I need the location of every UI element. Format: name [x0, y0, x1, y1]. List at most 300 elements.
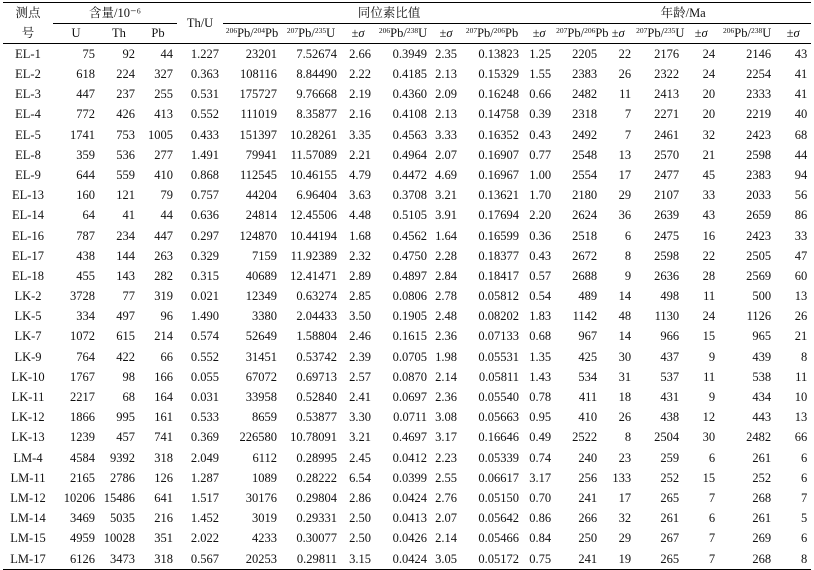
cell-ratio-206pb-238u: 0.3949 — [392, 46, 428, 61]
cell-pb: 318 — [154, 450, 174, 465]
cell-pb: 166 — [154, 369, 174, 384]
header-pb: Pb — [139, 24, 177, 44]
table-row — [3, 407, 811, 427]
cell-spot-id: LM-11 — [10, 470, 46, 485]
cell-age-206pb-238u: 2219 — [746, 107, 772, 122]
cell-age-207pb-235u-sigma: 11 — [703, 369, 716, 384]
cell-pb: 216 — [154, 511, 174, 526]
cell-pb: 161 — [154, 410, 174, 425]
cell-age-207pb-235u-sigma: 45 — [702, 167, 716, 182]
cell-pb: 214 — [154, 329, 174, 344]
cell-ratio-206pb-204pb: 124870 — [239, 228, 278, 243]
cell-ratio-206pb-238u-sigma: 2.76 — [435, 490, 458, 505]
cell-ratio-206pb-238u-sigma: 2.55 — [435, 470, 458, 485]
cell-age-207pb-235u-sigma: 16 — [702, 228, 716, 243]
cell-ratio-206pb-238u: 0.4897 — [392, 268, 428, 283]
cell-th: 5035 — [110, 511, 135, 526]
cell-spot-id: LK-5 — [14, 309, 42, 324]
cell-th-u: 0.552 — [190, 349, 220, 364]
cell-age-207pb-235u: 437 — [660, 349, 680, 364]
cell-ratio-207pb-235u-sigma: 2.46 — [349, 329, 372, 344]
cell-spot-id: LM-12 — [10, 490, 46, 505]
cell-age-207pb-235u: 265 — [660, 490, 680, 505]
cell-ratio-206pb-238u-sigma: 2.78 — [435, 289, 458, 304]
cell-pb: 641 — [154, 490, 174, 505]
cell-th: 41 — [122, 208, 135, 223]
cell-th-u: 0.433 — [190, 127, 220, 142]
cell-age-207pb-206pb-sigma: 26 — [618, 67, 632, 82]
cell-ratio-207pb-206pb: 0.05466 — [478, 531, 520, 546]
cell-age-207pb-206pb-sigma: 11 — [619, 87, 632, 102]
cell-ratio-207pb-206pb: 0.17694 — [478, 208, 520, 223]
cell-spot-id: EL-2 — [15, 67, 41, 82]
cell-u: 4584 — [70, 450, 95, 465]
cell-ratio-207pb-235u: 0.53742 — [296, 349, 338, 364]
table-row — [3, 44, 811, 65]
cell-u: 3728 — [70, 289, 95, 304]
cell-u: 6126 — [53, 549, 99, 570]
cell-age-206pb-238u-sigma: 86 — [794, 208, 808, 223]
cell-age-207pb-235u-sigma: 6 — [708, 511, 716, 526]
cell-th-u: 1.517 — [190, 490, 220, 505]
cell-age-206pb-238u-sigma: 94 — [794, 167, 808, 182]
cell-pb: 277 — [154, 147, 174, 162]
cell-u: 334 — [76, 309, 95, 324]
cell-ratio-207pb-206pb-sigma: 1.43 — [529, 369, 552, 384]
cell-age-207pb-235u-sigma: 24 — [702, 67, 716, 82]
cell-ratio-207pb-206pb: 0.18377 — [478, 248, 520, 263]
cell-age-207pb-206pb-sigma: 30 — [618, 349, 632, 364]
cell-ratio-206pb-238u-sigma: 2.23 — [435, 450, 458, 465]
cell-age-206pb-238u: 2659 — [746, 208, 772, 223]
cell-ratio-207pb-206pb: 0.15329 — [478, 67, 520, 82]
cell-ratio-206pb-204pb: 33958 — [245, 390, 278, 405]
cell-th-u: 1.287 — [190, 470, 220, 485]
cell-ratio-207pb-206pb-sigma: 0.43 — [529, 248, 552, 263]
cell-age-207pb-206pb-sigma: 32 — [618, 511, 632, 526]
cell-ratio-206pb-204pb: 151397 — [239, 127, 278, 142]
cell-ratio-207pb-206pb-sigma: 0.39 — [529, 107, 552, 122]
cell-ratio-206pb-204pb: 79941 — [245, 147, 278, 162]
cell-ratio-207pb-206pb: 0.18417 — [478, 268, 520, 283]
cell-ratio-207pb-235u: 12.41471 — [290, 268, 338, 283]
cell-u: 644 — [76, 167, 95, 182]
cell-pb: 66 — [160, 349, 174, 364]
cell-age-207pb-235u-sigma: 6 — [708, 450, 716, 465]
cell-ratio-207pb-235u-sigma: 3.35 — [349, 127, 372, 142]
cell-u: 438 — [76, 248, 95, 263]
cell-th: 615 — [116, 329, 135, 344]
cell-age-207pb-235u: 431 — [660, 390, 680, 405]
cell-spot-id: LK-10 — [11, 369, 45, 384]
cell-ratio-206pb-238u: 0.1905 — [392, 309, 428, 324]
table-row — [3, 306, 811, 326]
cell-ratio-207pb-206pb: 0.14758 — [478, 107, 520, 122]
cell-ratio-206pb-204pb: 12349 — [245, 289, 278, 304]
cell-th: 753 — [116, 127, 135, 142]
cell-age-207pb-235u-sigma: 9 — [708, 390, 716, 405]
cell-age-207pb-235u: 2271 — [654, 107, 680, 122]
header-age-206pb-238u-sigma: ±σ — [775, 24, 811, 44]
cell-age-207pb-206pb: 2672 — [572, 248, 598, 263]
cell-spot-id: LK-9 — [14, 349, 42, 364]
cell-age-206pb-238u: 268 — [752, 490, 772, 505]
cell-spot-id: LM-14 — [10, 511, 46, 526]
cell-age-207pb-235u: 2477 — [654, 167, 680, 182]
header-age-207pb-206pb: $^{207}$Pb/$^{206}$Pb — [555, 24, 601, 44]
cell-ratio-207pb-235u-sigma: 2.22 — [349, 67, 372, 82]
cell-age-207pb-235u-sigma: 7 — [708, 531, 716, 546]
cell-age-206pb-238u-sigma: 11 — [795, 369, 808, 384]
cell-age-207pb-235u: 537 — [660, 369, 680, 384]
cell-age-207pb-235u-sigma: 24 — [702, 46, 716, 61]
cell-ratio-207pb-235u: 7.52674 — [296, 46, 338, 61]
cell-ratio-206pb-238u: 0.0806 — [392, 289, 428, 304]
cell-age-207pb-206pb-sigma: 14 — [618, 329, 632, 344]
cell-ratio-206pb-204pb: 8659 — [252, 410, 278, 425]
cell-ratio-207pb-206pb: 0.16599 — [478, 228, 520, 243]
header-content-group: 含量/10⁻⁶ — [53, 3, 177, 24]
header-age-207pb-235u-sigma: ±σ — [683, 24, 719, 44]
cell-u: 1767 — [70, 369, 95, 384]
cell-ratio-206pb-238u: 0.4472 — [392, 167, 428, 182]
cell-ratio-206pb-238u-sigma: 2.07 — [435, 147, 458, 162]
cell-age-207pb-235u: 252 — [660, 470, 680, 485]
cell-age-207pb-206pb-sigma: 26 — [618, 410, 632, 425]
table-row — [3, 105, 811, 125]
cell-ratio-207pb-206pb: 0.13823 — [478, 46, 520, 61]
cell-ratio-207pb-206pb-sigma: 0.66 — [529, 87, 552, 102]
cell-ratio-206pb-238u: 0.0424 — [392, 490, 428, 505]
cell-ratio-206pb-238u: 0.0399 — [392, 470, 428, 485]
header-ratio-206pb-204pb: $^{206}$Pb/$^{204}$Pb — [223, 24, 281, 44]
cell-ratio-207pb-235u-sigma: 2.66 — [349, 46, 372, 61]
cell-th: 15486 — [103, 490, 135, 505]
cell-ratio-206pb-238u-sigma: 3.21 — [435, 188, 458, 203]
cell-pb: 44 — [160, 46, 174, 61]
cell-ratio-207pb-206pb-sigma: 0.84 — [529, 531, 552, 546]
cell-age-207pb-235u-sigma: 43 — [702, 208, 716, 223]
cell-ratio-206pb-204pb: 23201 — [245, 46, 278, 61]
cell-ratio-207pb-235u-sigma: 2.16 — [349, 107, 372, 122]
cell-age-207pb-235u: 438 — [660, 410, 680, 425]
cell-ratio-207pb-206pb: 0.05812 — [478, 289, 520, 304]
cell-pb: 447 — [154, 228, 174, 243]
cell-u: 3469 — [70, 511, 95, 526]
cell-ratio-207pb-206pb-sigma: 0.95 — [529, 410, 552, 425]
cell-th: 2786 — [110, 470, 135, 485]
cell-th: 92 — [122, 46, 135, 61]
table-row — [3, 347, 811, 367]
cell-th: 234 — [116, 228, 135, 243]
cell-th: 143 — [116, 268, 135, 283]
table-row — [3, 387, 811, 407]
cell-age-206pb-238u: 268 — [719, 549, 775, 570]
cell-age-207pb-206pb: 967 — [578, 329, 598, 344]
header-age-207pb-235u: $^{207}$Pb/$^{235}$U — [635, 24, 683, 44]
cell-ratio-207pb-235u: 2.04433 — [296, 309, 338, 324]
cell-age-207pb-206pb-sigma: 17 — [618, 490, 632, 505]
cell-age-207pb-235u-sigma: 21 — [702, 147, 716, 162]
cell-pb: 44 — [160, 208, 174, 223]
cell-ratio-206pb-238u: 0.4750 — [392, 248, 428, 263]
cell-ratio-206pb-238u-sigma: 2.84 — [435, 268, 458, 283]
table-body — [3, 44, 811, 570]
cell-age-206pb-238u: 1126 — [746, 309, 772, 324]
cell-ratio-207pb-235u-sigma: 4.48 — [349, 208, 372, 223]
cell-ratio-207pb-206pb: 0.05663 — [478, 410, 520, 425]
cell-ratio-207pb-235u: 0.52840 — [296, 390, 338, 405]
cell-ratio-207pb-206pb-sigma: 0.75 — [523, 549, 555, 570]
cell-ratio-207pb-206pb: 0.05540 — [478, 390, 520, 405]
cell-age-207pb-206pb-sigma: 7 — [624, 127, 632, 142]
cell-age-207pb-235u-sigma: 12 — [702, 410, 716, 425]
cell-pb: 282 — [154, 268, 174, 283]
cell-ratio-206pb-238u-sigma: 3.17 — [435, 430, 458, 445]
cell-u: 447 — [76, 87, 95, 102]
cell-spot-id: EL-5 — [15, 127, 41, 142]
cell-pb: 126 — [154, 470, 174, 485]
cell-spot-id: LK-12 — [11, 410, 45, 425]
cell-ratio-207pb-235u-sigma: 1.68 — [349, 228, 372, 243]
cell-age-207pb-235u: 2598 — [654, 248, 680, 263]
cell-ratio-207pb-206pb-sigma: 1.55 — [529, 67, 552, 82]
cell-ratio-207pb-206pb-sigma: 1.35 — [529, 349, 552, 364]
header-age-207pb-206pb-sigma: ±σ — [601, 24, 635, 44]
cell-u: 4959 — [70, 531, 95, 546]
cell-ratio-207pb-235u: 10.28261 — [290, 127, 338, 142]
cell-ratio-206pb-238u: 0.0711 — [393, 410, 428, 425]
cell-age-207pb-206pb: 2482 — [572, 87, 598, 102]
cell-ratio-207pb-235u: 12.45506 — [290, 208, 338, 223]
cell-ratio-206pb-238u: 0.0705 — [392, 349, 428, 364]
cell-ratio-206pb-238u-sigma: 2.35 — [435, 46, 458, 61]
cell-ratio-206pb-204pb: 44204 — [245, 188, 278, 203]
cell-ratio-207pb-235u-sigma: 2.50 — [349, 511, 372, 526]
cell-ratio-207pb-206pb-sigma: 0.86 — [529, 511, 552, 526]
cell-age-206pb-238u: 439 — [752, 349, 772, 364]
cell-ratio-206pb-204pb: 175727 — [239, 87, 278, 102]
cell-age-207pb-235u: 2570 — [654, 147, 680, 162]
cell-spot-id: LK-13 — [11, 430, 45, 445]
cell-ratio-206pb-204pb: 7159 — [252, 248, 278, 263]
cell-age-207pb-206pb: 410 — [578, 410, 598, 425]
cell-th-u: 1.490 — [190, 309, 220, 324]
cell-age-207pb-235u-sigma: 15 — [702, 470, 716, 485]
cell-age-207pb-206pb: 2318 — [572, 107, 598, 122]
cell-age-207pb-206pb-sigma: 6 — [624, 228, 632, 243]
cell-ratio-207pb-206pb: 0.05339 — [478, 450, 520, 465]
cell-u: 64 — [82, 208, 95, 223]
cell-age-207pb-206pb-sigma: 31 — [618, 369, 632, 384]
cell-ratio-207pb-206pb-sigma: 2.20 — [529, 208, 552, 223]
cell-u: 618 — [76, 67, 95, 82]
cell-ratio-206pb-204pb: 111019 — [240, 107, 278, 122]
cell-ratio-207pb-206pb-sigma: 0.74 — [529, 450, 552, 465]
cell-age-207pb-206pb-sigma: 14 — [618, 289, 632, 304]
cell-th-u: 0.363 — [190, 67, 220, 82]
cell-ratio-206pb-238u-sigma: 3.91 — [435, 208, 458, 223]
cell-ratio-207pb-206pb-sigma: 3.17 — [529, 470, 552, 485]
table-row — [3, 206, 811, 226]
cell-ratio-206pb-238u-sigma: 2.14 — [435, 369, 458, 384]
cell-ratio-207pb-235u: 6.96404 — [296, 188, 338, 203]
cell-age-207pb-206pb: 2205 — [572, 46, 598, 61]
cell-age-207pb-206pb-sigma: 8 — [624, 430, 632, 445]
cell-age-206pb-238u: 2423 — [746, 228, 772, 243]
cell-ratio-207pb-235u-sigma: 2.57 — [349, 369, 372, 384]
cell-th: 121 — [116, 188, 135, 203]
table-row — [3, 508, 811, 528]
header-th: Th — [99, 24, 139, 44]
cell-th-u: 1.491 — [190, 147, 220, 162]
cell-ratio-207pb-206pb-sigma: 1.70 — [529, 188, 552, 203]
cell-ratio-206pb-238u-sigma: 3.08 — [435, 410, 458, 425]
cell-ratio-207pb-235u: 10.78091 — [290, 430, 338, 445]
cell-age-207pb-235u-sigma: 9 — [708, 349, 716, 364]
cell-age-207pb-235u-sigma: 11 — [703, 289, 716, 304]
cell-age-206pb-238u-sigma: 43 — [794, 46, 808, 61]
cell-ratio-206pb-204pb: 3019 — [252, 511, 278, 526]
cell-th: 536 — [116, 147, 135, 162]
cell-age-206pb-238u-sigma: 6 — [800, 531, 808, 546]
cell-ratio-207pb-235u: 0.29331 — [296, 511, 338, 526]
cell-age-206pb-238u-sigma: 40 — [794, 107, 808, 122]
cell-ratio-206pb-204pb: 40689 — [245, 268, 278, 283]
cell-age-207pb-206pb: 241 — [578, 490, 598, 505]
cell-ratio-207pb-235u-sigma: 4.79 — [349, 167, 372, 182]
cell-ratio-207pb-235u-sigma: 3.30 — [349, 410, 372, 425]
cell-age-207pb-206pb-sigma: 9 — [624, 268, 632, 283]
cell-ratio-206pb-238u-sigma: 1.64 — [435, 228, 458, 243]
cell-age-207pb-235u-sigma: 32 — [702, 127, 716, 142]
cell-age-207pb-206pb-sigma: 19 — [601, 549, 635, 570]
cell-age-207pb-206pb-sigma: 17 — [618, 167, 632, 182]
cell-ratio-207pb-235u: 0.29804 — [296, 490, 338, 505]
cell-ratio-206pb-238u-sigma: 3.33 — [435, 127, 458, 142]
cell-spot-id: EL-14 — [12, 208, 44, 223]
cell-th-u: 0.636 — [190, 208, 220, 223]
cell-ratio-207pb-235u: 8.35877 — [296, 107, 338, 122]
cell-ratio-206pb-238u-sigma: 2.14 — [435, 531, 458, 546]
cell-pb: 164 — [154, 390, 174, 405]
cell-ratio-207pb-235u-sigma: 2.39 — [349, 349, 372, 364]
cell-pb: 413 — [154, 107, 174, 122]
cell-pb: 79 — [160, 188, 174, 203]
cell-ratio-207pb-206pb-sigma: 0.57 — [529, 268, 552, 283]
cell-th-u: 0.552 — [190, 107, 220, 122]
cell-th: 426 — [116, 107, 135, 122]
cell-th-u: 0.531 — [190, 87, 220, 102]
cell-age-206pb-238u-sigma: 7 — [800, 490, 808, 505]
cell-age-206pb-238u: 2569 — [746, 268, 772, 283]
cell-ratio-207pb-235u-sigma: 3.50 — [349, 309, 372, 324]
header-ratio-group: 同位素比值 — [223, 3, 555, 24]
cell-th-u: 0.868 — [190, 167, 220, 182]
cell-spot-id: LK-11 — [11, 390, 45, 405]
cell-age-206pb-238u: 965 — [752, 329, 772, 344]
table-row — [3, 125, 811, 145]
table-row — [3, 468, 811, 488]
cell-ratio-207pb-235u: 8.84490 — [296, 67, 338, 82]
cell-ratio-207pb-235u: 1.58804 — [296, 329, 338, 344]
cell-age-207pb-235u: 261 — [660, 511, 680, 526]
cell-age-207pb-235u: 265 — [635, 549, 683, 570]
cell-pb: 410 — [154, 167, 174, 182]
table-row — [3, 226, 811, 246]
table-row — [3, 428, 811, 448]
cell-th-u: 0.369 — [190, 430, 220, 445]
cell-th-u: 0.574 — [190, 329, 220, 344]
cell-age-206pb-238u: 252 — [752, 470, 772, 485]
cell-ratio-207pb-235u: 10.46155 — [290, 167, 338, 182]
cell-age-207pb-235u: 2461 — [654, 127, 680, 142]
cell-spot-id: LK-2 — [14, 289, 42, 304]
cell-age-206pb-238u: 443 — [752, 410, 772, 425]
zircon-u-pb-data-table — [3, 2, 811, 570]
cell-ratio-207pb-206pb-sigma: 1.00 — [529, 167, 552, 182]
cell-th-u: 1.452 — [190, 511, 220, 526]
header-row-1 — [3, 3, 811, 24]
cell-ratio-206pb-238u: 0.1615 — [392, 329, 428, 344]
header-spot-top: 测点 — [3, 3, 53, 24]
cell-ratio-207pb-235u: 0.28995 — [296, 450, 338, 465]
cell-u: 787 — [76, 228, 95, 243]
cell-th-u: 2.049 — [190, 450, 220, 465]
cell-u: 75 — [82, 46, 95, 61]
cell-spot-id: EL-9 — [15, 167, 41, 182]
cell-th: 9392 — [110, 450, 135, 465]
cell-th-u: 0.329 — [190, 248, 220, 263]
cell-age-207pb-206pb: 256 — [578, 470, 598, 485]
cell-ratio-207pb-235u: 11.57089 — [290, 147, 338, 162]
cell-age-207pb-206pb-sigma: 7 — [624, 107, 632, 122]
cell-age-207pb-235u: 2504 — [654, 430, 680, 445]
cell-th: 68 — [122, 390, 135, 405]
cell-age-207pb-206pb-sigma: 36 — [618, 208, 632, 223]
cell-th: 497 — [116, 309, 135, 324]
cell-ratio-206pb-204pb: 3380 — [252, 309, 278, 324]
header-spot-bottom: 号 — [3, 24, 53, 44]
cell-ratio-206pb-238u-sigma: 2.48 — [435, 309, 458, 324]
cell-ratio-206pb-204pb: 67072 — [245, 369, 278, 384]
cell-ratio-206pb-238u: 0.0426 — [392, 531, 428, 546]
cell-age-207pb-235u-sigma: 24 — [702, 309, 716, 324]
cell-age-206pb-238u-sigma: 44 — [794, 147, 808, 162]
table-row — [3, 488, 811, 508]
cell-age-206pb-238u: 2505 — [746, 248, 772, 263]
cell-age-206pb-238u: 2146 — [746, 46, 772, 61]
cell-pb: 1005 — [148, 127, 174, 142]
cell-ratio-207pb-235u-sigma: 3.15 — [341, 549, 375, 570]
cell-ratio-207pb-206pb: 0.08202 — [478, 309, 520, 324]
cell-th-u: 0.567 — [177, 549, 223, 570]
cell-age-207pb-235u: 2176 — [654, 46, 680, 61]
cell-u: 2165 — [70, 470, 95, 485]
cell-age-206pb-238u-sigma: 33 — [794, 228, 808, 243]
cell-age-207pb-206pb-sigma: 13 — [618, 147, 632, 162]
cell-ratio-207pb-235u-sigma: 3.21 — [349, 430, 372, 445]
cell-ratio-206pb-238u: 0.4360 — [392, 87, 428, 102]
header-ratio-207pb-206pb-sigma: ±σ — [523, 24, 555, 44]
cell-u: 772 — [76, 107, 95, 122]
cell-ratio-206pb-238u-sigma: 4.69 — [435, 167, 458, 182]
cell-age-206pb-238u-sigma: 56 — [794, 188, 808, 203]
cell-ratio-206pb-238u: 0.4964 — [392, 147, 428, 162]
cell-age-207pb-235u-sigma: 22 — [702, 248, 716, 263]
cell-th-u: 0.297 — [190, 228, 220, 243]
cell-ratio-207pb-235u-sigma: 3.63 — [349, 188, 372, 203]
